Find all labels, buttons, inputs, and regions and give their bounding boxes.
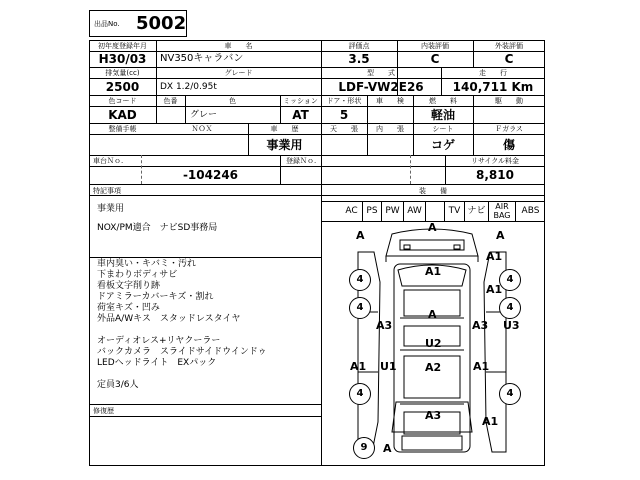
damage-mark: A1	[473, 360, 490, 373]
damage-mark: A3	[472, 319, 489, 332]
mileage-value: 140,711 Km	[452, 80, 534, 94]
equip-cell: ナビ	[465, 201, 489, 221]
equip-cell: AC	[341, 201, 363, 221]
damage-mark: A1	[350, 360, 367, 373]
damage-mark: A2	[425, 361, 442, 374]
label-model: 型 式	[367, 69, 395, 77]
note-line: LEDヘッドライト EXパック	[97, 358, 217, 368]
equip-cell: PW	[382, 201, 404, 221]
reg-year-value: H30/03	[98, 52, 147, 66]
label-mileage: 走 行	[479, 69, 507, 77]
damage-mark: A1	[482, 415, 499, 428]
label-chassis: 車台Ｎｏ.	[93, 157, 124, 165]
note-line: 外品A/Wキス スタッドレスタイヤ	[97, 314, 241, 324]
recycle-value: 8,810	[476, 168, 514, 182]
doors-value: 5	[339, 108, 349, 122]
tire-circle: 4	[349, 383, 371, 405]
tire-circle: 4	[349, 297, 371, 319]
chassis-value: -104246	[182, 168, 239, 182]
label-color-code: 色コード	[108, 97, 137, 105]
label-manual: 整備手帳	[108, 125, 137, 133]
equip-cell: AIR BAG	[489, 201, 516, 221]
lot-number: 5002	[136, 13, 187, 34]
note-line: 車内臭い・キバミ・汚れ	[97, 259, 197, 269]
damage-mark: U2	[425, 337, 442, 350]
lot-label: 出品No.	[94, 20, 120, 28]
label-displacement: 排気量(cc)	[105, 69, 140, 77]
damage-mark: A	[428, 308, 437, 321]
damage-mark: A1	[425, 265, 442, 278]
note-line-2: NOX/PM適合 ナビSD事務局	[97, 223, 218, 233]
glass-value: 傷	[502, 138, 515, 152]
damage-mark: A3	[376, 319, 393, 332]
damage-mark: A	[496, 229, 505, 242]
tire-circle: 4	[499, 269, 521, 291]
grade-value: DX 1.2/0.95t	[160, 82, 217, 92]
note-line: 看板文字削り跡	[97, 281, 161, 291]
fuel-value: 軽油	[430, 108, 455, 122]
tire-circle: 4	[499, 297, 521, 319]
damage-mark: U1	[380, 360, 397, 373]
tire-circle: 4	[349, 269, 371, 291]
label-glass: Ｆガラス	[495, 125, 523, 133]
label-exterior-grade: 外装評価	[495, 42, 523, 50]
notes-header: 特記事項	[93, 187, 121, 195]
label-grade: グレード	[224, 69, 253, 77]
score-value: 3.5	[348, 52, 370, 66]
equip-cell: TV	[445, 201, 465, 221]
seat-value: コゲ	[430, 138, 455, 152]
equip-cell: AW	[404, 201, 426, 221]
damage-mark: A3	[425, 409, 442, 422]
color-code-value: KAD	[108, 108, 137, 122]
label-score: 評価点	[348, 42, 370, 50]
interior-grade-value: C	[430, 52, 440, 66]
label-regno: 登録Ｎｏ.	[286, 157, 317, 165]
label-fuel: 燃 料	[429, 97, 457, 105]
damage-mark: A1	[486, 250, 503, 263]
spare-tire-circle: 9	[353, 437, 375, 459]
label-history: 車 歴	[270, 125, 299, 133]
damage-mark: A	[383, 442, 392, 455]
label-transmission: ミッション	[283, 97, 318, 105]
label-color-no: 色番	[163, 97, 178, 105]
label-interior-lining: 内 張	[376, 125, 404, 133]
color-value: グレー	[190, 110, 218, 120]
label-roof: 天 張	[330, 125, 358, 133]
note-line: オーディオレス+リヤクーラー	[97, 336, 221, 346]
equip-cell: PS	[363, 201, 382, 221]
equip-cell	[426, 201, 445, 221]
note-line: バックカメラ スライドサイドウインドゥ	[97, 347, 267, 357]
label-car-name: 車 名	[224, 42, 253, 50]
note-capacity: 定員3/6人	[97, 380, 139, 390]
lot-box	[89, 10, 187, 37]
equip-cell: ABS	[521, 206, 540, 216]
damage-mark: A1	[486, 283, 503, 296]
damage-mark: U3	[503, 319, 520, 332]
note-line: 荷室キズ・凹み	[97, 303, 160, 313]
note-line: 下まわりボディサビ	[97, 270, 178, 280]
label-recycle: リサイクル料金	[470, 157, 520, 165]
label-drive: 駆 動	[495, 97, 523, 105]
repair-header: 修復歴	[93, 407, 114, 415]
label-doors: ドア・形状	[326, 97, 362, 105]
note-line: ドアミラーカバーキズ・割れ	[97, 292, 214, 302]
model-value: LDF-VW2E26	[338, 80, 424, 94]
damage-mark: A	[428, 221, 437, 234]
note-line-1: 事業用	[97, 204, 125, 214]
damage-mark: A	[356, 229, 365, 242]
transmission-value: AT	[292, 108, 309, 122]
label-nox: ＮＯＸ	[191, 125, 213, 133]
label-reg-year: 初年度登録年月	[98, 42, 147, 50]
history-value: 事業用	[266, 138, 303, 152]
tire-circle: 4	[499, 383, 521, 405]
label-inspection: 車 検	[376, 97, 404, 105]
label-interior-grade: 内装評価	[421, 42, 449, 50]
exterior-grade-value: C	[504, 52, 514, 66]
label-seat: シート	[432, 125, 454, 133]
car-name-value: NV350キャラバン	[160, 53, 244, 64]
label-color: 色	[229, 97, 236, 105]
equipment-header: 装 備	[419, 187, 447, 195]
displacement-value: 2500	[105, 80, 140, 94]
